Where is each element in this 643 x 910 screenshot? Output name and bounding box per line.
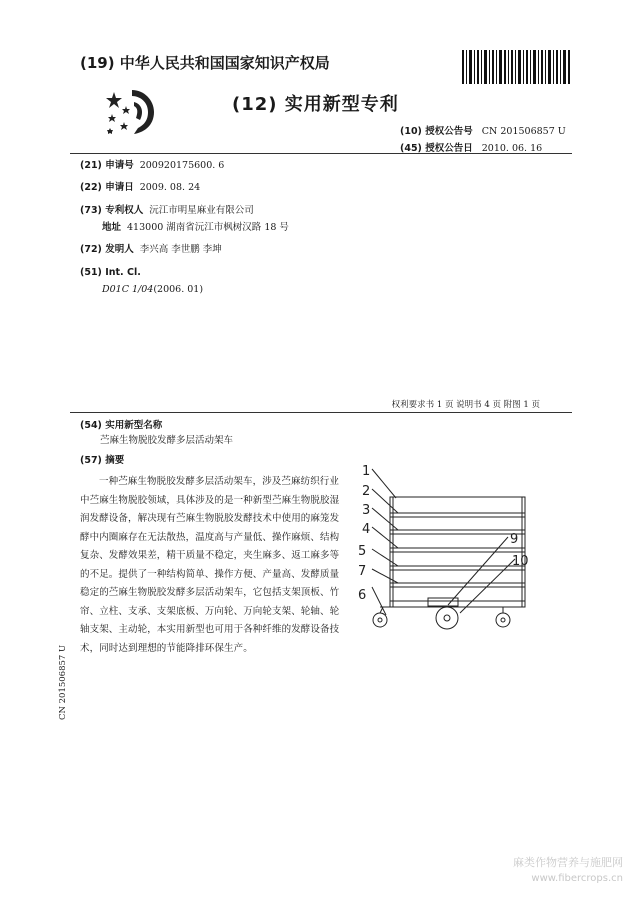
- int-cl: [80, 267, 141, 279]
- inventors: [80, 244, 222, 256]
- cart-drawing: [350, 455, 550, 635]
- address: [102, 222, 289, 234]
- utility-model-title: 苎麻生物脱胶发酵多层活动架车: [100, 435, 234, 446]
- label-6: 6: [358, 588, 367, 603]
- label-5: 5: [358, 544, 367, 559]
- document-type-title: (12) 实用新型专利: [232, 94, 399, 115]
- patentee: [80, 205, 254, 217]
- abstract-text: 一种苎麻生物脱胶发酵多层活动架车，涉及苎麻纺织行业中苎麻生物脱胶领域，具体涉及的是一种新型苎麻生物脱胶湿润发酵设备，解决现有苎麻生物脱胶发酵技术中使用的麻笼发酵中内圈麻存在无法散热，温度高与产量低、操作麻烦、结构复杂、发酵效果差，精干质量不稳定，夹生麻多、返工麻多等的不足。提供了一种结构简单、操作方便、产量高、发酵质量稳定的苎麻生物脱胶发酵多层活动架车，它包括支架顶板、竹帘、立柱、支承、支架底板、万向轮、万向轮支架、轮轴、轮轴支架、主动轮，本实用新型也可用于各种纤维的发酵设备技术，同时达到理想的节能降排环保生产。: [80, 476, 340, 654]
- application-number-value: 200920175600. 6: [139, 160, 225, 171]
- address-value: 413000 湖南省沅江市枫树汉路 18 号: [127, 222, 289, 233]
- inventors-label: (72) 发明人: [80, 244, 134, 255]
- application-date: [80, 182, 200, 194]
- application-date-label: (22) 申请日: [80, 182, 134, 193]
- watermark-title: 麻类作物营养与施肥网: [513, 856, 623, 869]
- side-publication-number: CN 201506857 U: [58, 644, 68, 720]
- abstract-label: (57) 摘要: [80, 455, 125, 466]
- int-cl-year: (2006. 01): [153, 284, 204, 295]
- label-7: 7: [358, 564, 367, 579]
- label-3: 3: [362, 503, 371, 518]
- watermark-url: www.fibercrops.cn: [531, 873, 623, 884]
- patentee-label: (73) 专利权人: [80, 205, 144, 216]
- office-name: (19) 中华人民共和国国家知识产权局: [80, 54, 330, 72]
- publication-date-label: (45) 授权公告日: [400, 143, 473, 154]
- application-number: [80, 160, 224, 172]
- utility-model-title-label: (54) 实用新型名称: [80, 420, 163, 431]
- header-divider: [70, 153, 572, 154]
- application-date-value: 2009. 08. 24: [139, 182, 201, 193]
- publication-number-label: (10) 授权公告号: [400, 126, 473, 137]
- label-1: 1: [362, 464, 371, 479]
- application-number-label: (21) 申请号: [80, 160, 134, 171]
- label-9: 9: [510, 532, 519, 547]
- label-2: 2: [362, 484, 371, 499]
- publication-date-value: 2010. 06. 16: [481, 143, 543, 154]
- int-cl-label: (51) Int. Cl.: [80, 267, 141, 278]
- cnipa-logo-icon: [104, 84, 158, 136]
- pages-divider: [70, 412, 572, 413]
- label-4: 4: [362, 522, 371, 537]
- pages-info: 权利要求书 1 页 说明书 4 页 附图 1 页: [391, 400, 540, 410]
- publication-date: [400, 140, 542, 154]
- barcode: [462, 50, 570, 84]
- int-cl-code: D01C 1/04: [102, 284, 154, 295]
- publication-number: [400, 123, 566, 137]
- publication-number-value: CN 201506857 U: [481, 126, 566, 137]
- address-label: 地址: [102, 222, 122, 233]
- patentee-value: 沅江市明星麻业有限公司: [149, 205, 254, 216]
- inventors-value: 李兴高 李世鹏 李坤: [139, 244, 222, 255]
- int-cl-classification: [102, 284, 203, 296]
- label-10: 10: [512, 554, 529, 569]
